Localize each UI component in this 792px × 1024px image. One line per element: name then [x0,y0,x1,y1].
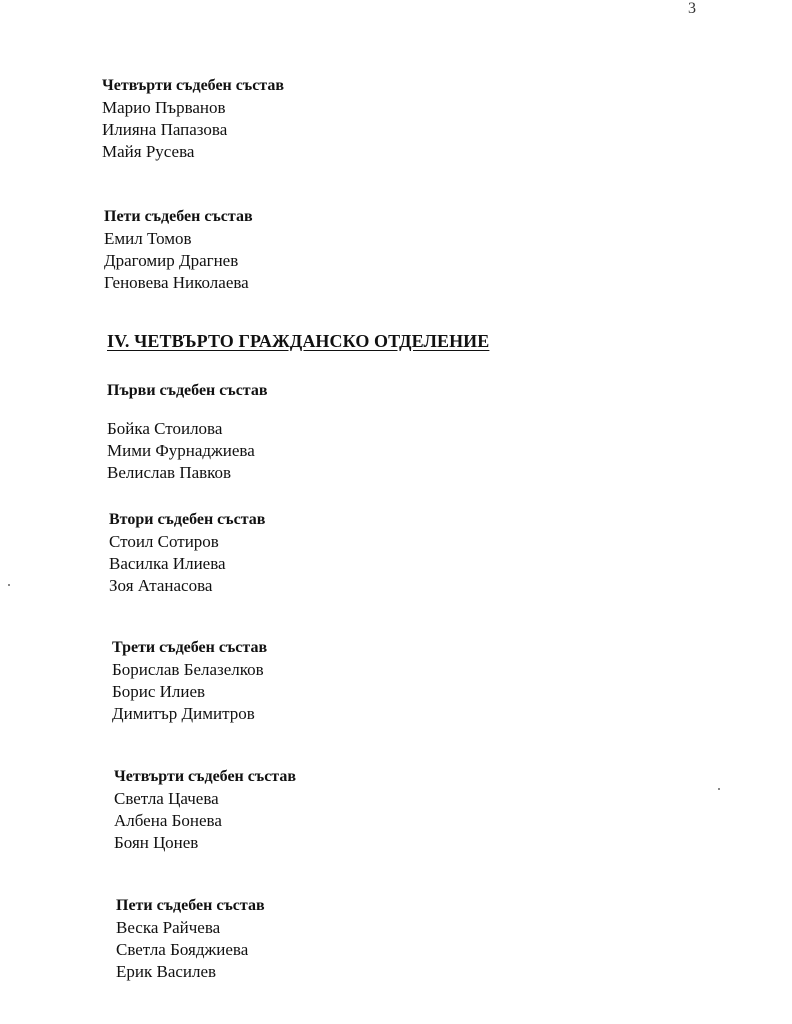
scan-speck [718,788,720,790]
panel-block [114,766,296,854]
panel-member: Веска Райчева [116,918,221,937]
panel-member: Стоил Сотиров [109,532,219,551]
panel-heading: Четвърти съдебен състав [102,77,284,94]
panel-member: Албена Бонева [114,811,222,830]
panel-member: Мими Фурнаджиева [107,441,255,460]
panel-member: Бойка Стоилова [107,419,223,438]
panel-block [107,380,268,484]
panel-member: Драгомир Драгнев [104,251,239,270]
panel-block [112,637,267,725]
panel-heading: Четвърти съдебен състав [114,768,296,785]
panel-member: Велислав Павков [107,463,232,482]
panel-member: Светла Цачева [114,789,219,808]
panel-member: Василка Илиева [109,554,226,573]
panel-member: Светла Бояджиева [116,940,249,959]
panel-member: Геновева Николаева [104,273,249,292]
panel-member: Илияна Папазова [102,120,228,139]
panel-block [102,75,284,163]
panel-member: Майя Русева [102,142,195,161]
panel-block [116,895,265,983]
scan-speck [8,584,10,586]
panel-member: Борис Илиев [112,682,206,701]
panel-block [104,206,253,294]
panel-member: Емил Томов [104,229,192,248]
panel-heading: Първи съдебен състав [107,382,268,399]
section-heading: IV. ЧЕТВЪРТО ГРАЖДАНСКО ОТДЕЛЕНИЕ [107,331,490,351]
panel-heading: Втори съдебен състав [109,511,266,528]
panel-member: Борислав Белазелков [112,660,264,679]
panel-heading: Пети съдебен състав [116,897,265,914]
panel-member: Боян Цонев [114,833,199,852]
panel-heading: Пети съдебен състав [104,208,253,225]
panel-block [109,509,265,597]
panel-heading: Трети съдебен състав [112,639,268,656]
page-number: 3 [688,0,696,17]
panel-member: Димитър Димитров [112,704,255,723]
panel-member: Марио Първанов [102,98,226,117]
panel-member: Зоя Атанасова [109,576,213,595]
panel-member: Ерик Василев [116,962,217,981]
